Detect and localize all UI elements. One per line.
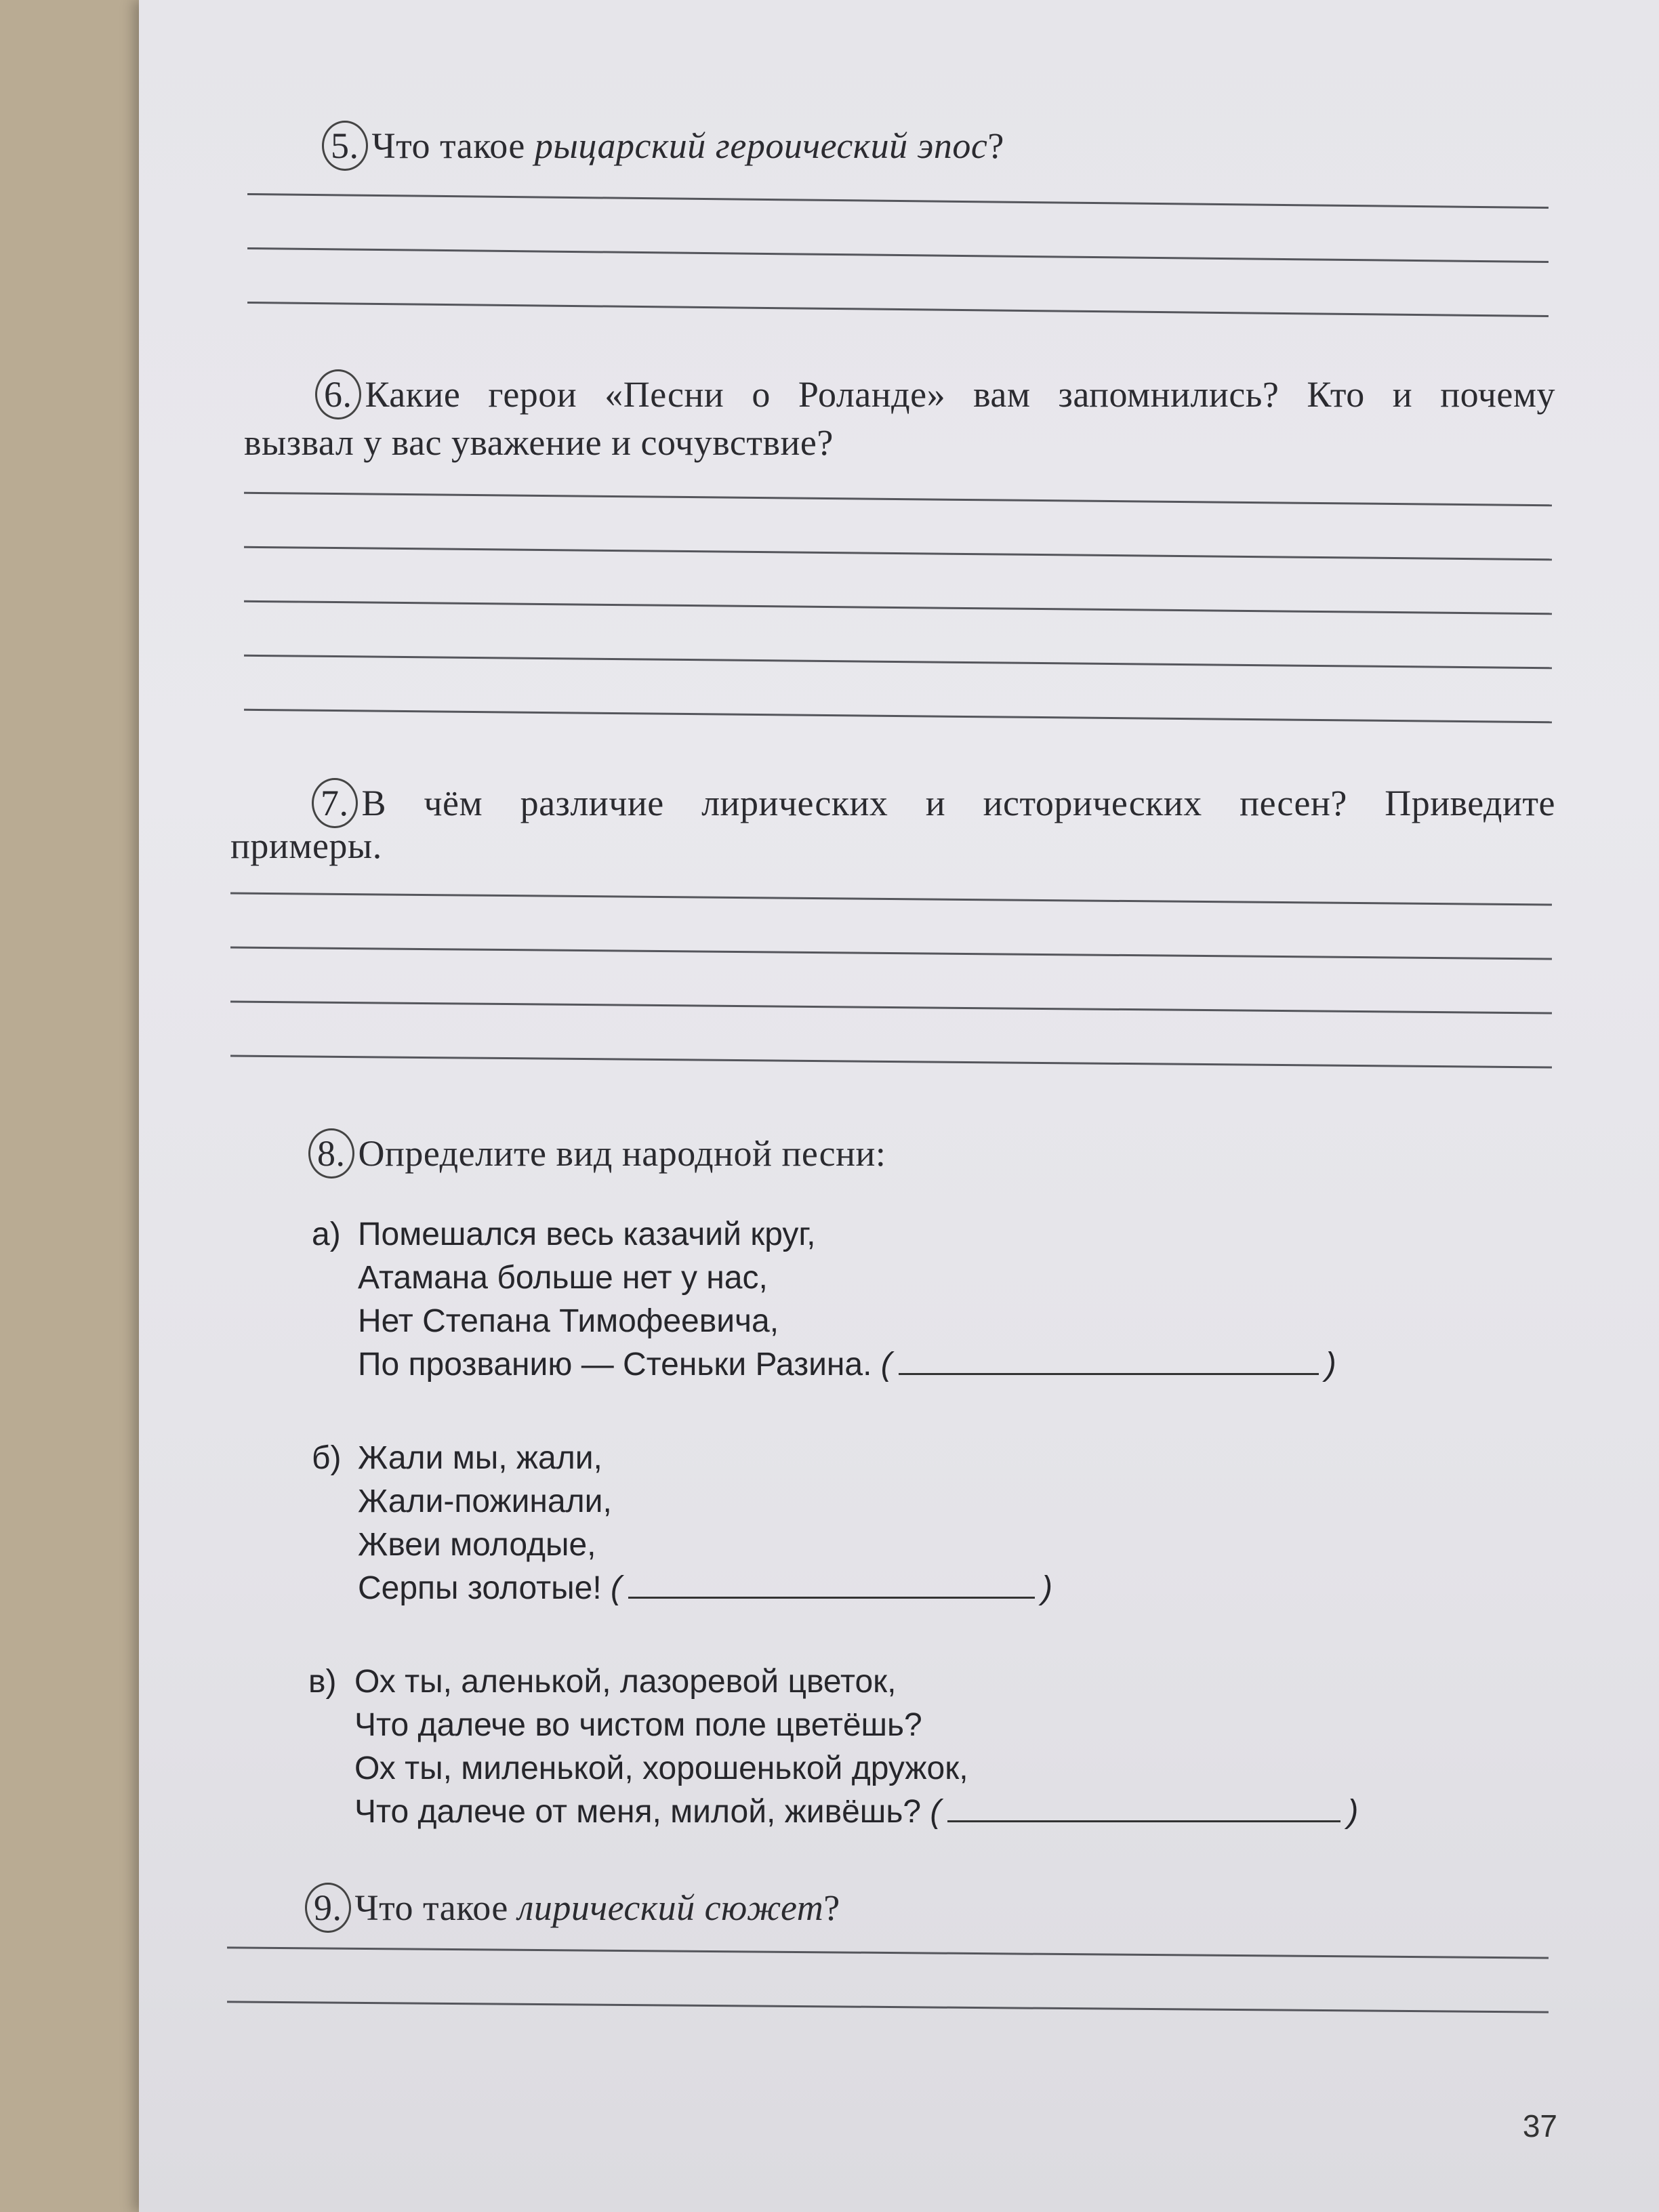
close-paren: )	[1347, 1794, 1359, 1830]
song-b-line-1: Жали мы, жали,	[358, 1440, 602, 1476]
question-6-number: 6.	[315, 369, 361, 419]
question-5-term: рыцарский героический эпос	[534, 125, 988, 166]
song-c-label: в)	[308, 1664, 337, 1700]
song-c-line-3: Ох ты, миленькой, хорошенькой дружок,	[354, 1750, 968, 1786]
answer-line[interactable]	[247, 193, 1549, 209]
song-a	[312, 1213, 1599, 1403]
question-9-number: 9.	[305, 1883, 351, 1933]
song-c-line-2: Что далече во чистом поле цветёшь?	[354, 1707, 922, 1743]
song-b-line-4-wrap	[358, 1567, 1052, 1610]
answer-line[interactable]	[244, 600, 1552, 615]
song-b-line-3: Жвеи молодые,	[358, 1527, 596, 1563]
song-c-line-4: Что далече от меня, милой, живёшь?	[354, 1794, 922, 1830]
answer-line[interactable]	[244, 492, 1552, 507]
song-b-answer-field[interactable]	[628, 1570, 1035, 1599]
question-8-number: 8.	[308, 1128, 354, 1179]
answer-line[interactable]	[247, 247, 1549, 263]
song-b-line-2: Жали-пожинали,	[358, 1483, 612, 1519]
song-c	[308, 1660, 1596, 1850]
question-7-number: 7.	[312, 778, 358, 828]
song-a-label: а)	[312, 1216, 341, 1252]
answer-line[interactable]	[244, 546, 1552, 561]
song-b	[312, 1437, 1599, 1626]
question-6-line2: вызвал у вас уважение и сочувствие?	[244, 422, 834, 463]
answer-line[interactable]	[244, 655, 1552, 670]
question-9-term: лирический сюжет	[517, 1887, 824, 1928]
song-a-answer-field[interactable]	[899, 1346, 1319, 1375]
answer-line[interactable]	[247, 302, 1549, 317]
answer-line[interactable]	[230, 892, 1552, 905]
question-7-line1: 7. В чём различие лирических и исторических песен? Приведите	[312, 778, 1555, 828]
answer-line[interactable]	[227, 1946, 1549, 1959]
question-5-number: 5.	[322, 121, 368, 171]
song-a-line-2: Атамана больше нет у нас,	[358, 1260, 768, 1296]
song-b-label: б)	[312, 1440, 342, 1476]
question-6-line1: 6. Какие герои «Песни о Роланде» вам запомнились? Кто и почему	[315, 369, 1555, 419]
question-8: 8. Определите вид народной песни:	[308, 1128, 886, 1179]
song-c-line-1: Ох ты, аленькой, лазоревой цветок,	[354, 1664, 897, 1700]
song-a-line-4: По прозванию — Стеньки Разина.	[358, 1347, 872, 1382]
answer-line[interactable]	[230, 946, 1552, 960]
song-a-line-3: Нет Степана Тимофеевича,	[358, 1303, 779, 1339]
answer-line[interactable]	[244, 709, 1552, 724]
song-a-line-4-wrap	[358, 1343, 1336, 1387]
question-9: 9. Что такое лирический сюжет?	[305, 1883, 840, 1933]
open-paren: (	[930, 1794, 941, 1830]
open-paren: (	[880, 1347, 892, 1382]
close-paren: )	[1325, 1347, 1336, 1382]
answer-line[interactable]	[227, 2001, 1549, 2013]
question-7-line2: примеры.	[230, 825, 382, 866]
song-a-line-1: Помешался весь казачий круг,	[358, 1216, 816, 1252]
question-5: 5. Что такое рыцарский героический эпос?	[322, 121, 1004, 171]
answer-line[interactable]	[230, 1000, 1552, 1014]
song-c-line-4-wrap	[354, 1790, 1358, 1834]
close-paren: )	[1042, 1570, 1053, 1606]
open-paren: (	[611, 1570, 622, 1606]
workbook-page	[139, 0, 1659, 2212]
answer-line[interactable]	[230, 1054, 1552, 1068]
song-c-answer-field[interactable]	[947, 1793, 1340, 1822]
song-b-line-4: Серпы золотые!	[358, 1570, 602, 1606]
page-number: 37	[1522, 2108, 1557, 2144]
